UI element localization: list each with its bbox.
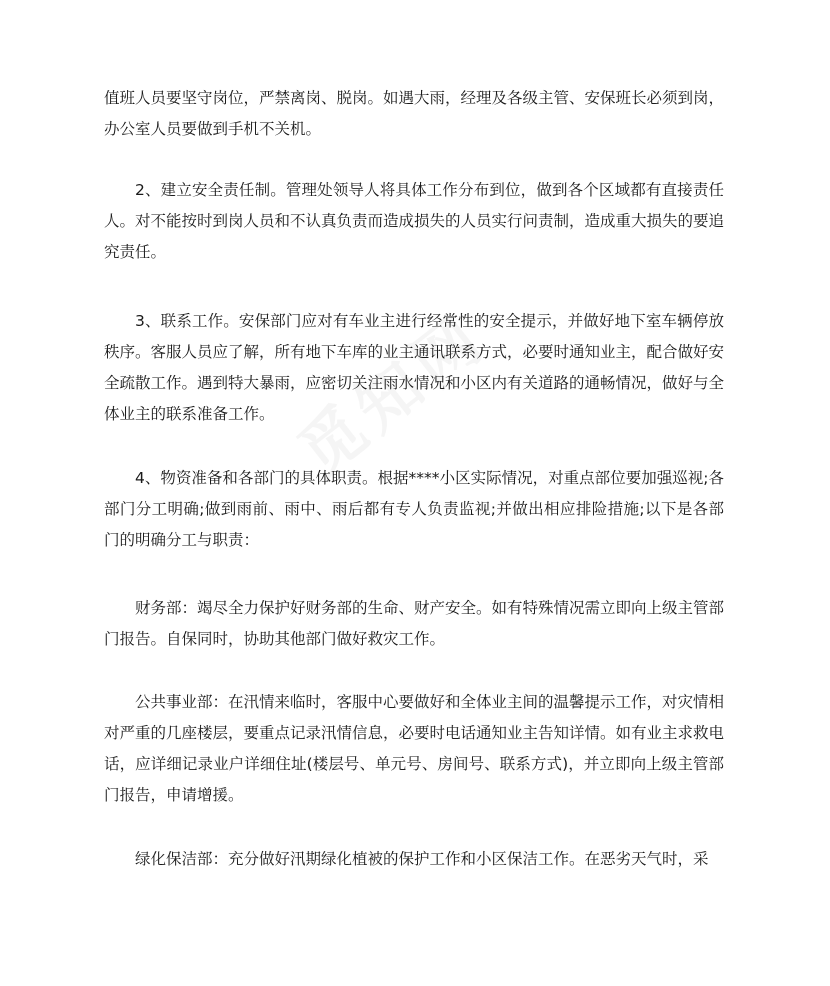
paragraph-safety-responsibility: 2、建立安全责任制。管理处领导人将具体工作分布到位，做到各个区域都有直接责任人。对不能按时到岗人员和不认真负责而造成损失的人员实行问责制，造成重大损失的要追究责任。 — [104, 181, 725, 261]
paragraph-greening-cleaning-department: 绿化保洁部：充分做好汛期绿化植被的保护工作和小区保洁工作。在恶劣天气时，采 — [135, 850, 709, 868]
paragraph-duty-staff: 值班人员要坚守岗位，严禁离岗、脱岗。如遇大雨，经理及各级主管、安保班长必须到岗，办公室人员要做到手机不关机。 — [104, 89, 725, 138]
paragraph-public-affairs-department: 公共事业部：在汛情来临时，客服中心要做好和全体业主间的温馨提示工作，对灾情相对严重的几座楼层，要重点记录汛情信息，必要时电话通知业主告知详情。如有业主求救电话，应详细记录业户详细住址(楼层号、单元号、房间号、联系方式)，并立即向上级主管部门报告，申请增援。 — [104, 693, 725, 804]
paragraph-finance-department: 财务部：竭尽全力保护好财务部的生命、财产安全。如有特殊情况需立即向上级主管部门报告。自保同时，协助其他部门做好救灾工作。 — [104, 599, 725, 648]
paragraph-contact-work: 3、联系工作。安保部门应对有车业主进行经常性的安全提示，并做好地下室车辆停放秩序。客服人员应了解，所有地下车库的业主通讯联系方式，必要时通知业主，配合做好安全疏散工作。遇到特大暴雨，应密切关注雨水情况和小区内有关道路的通畅情况，做好与全体业主的联系准备工作。 — [104, 312, 725, 423]
paragraph-material-preparation: 4、物资准备和各部门的具体职责。根据****小区实际情况，对重点部位要加强巡视;各部门分工明确;做到雨前、雨中、雨后都有专人负责监视;并做出相应排险措施;以下是各部门的明确分工与职责： — [104, 469, 724, 549]
